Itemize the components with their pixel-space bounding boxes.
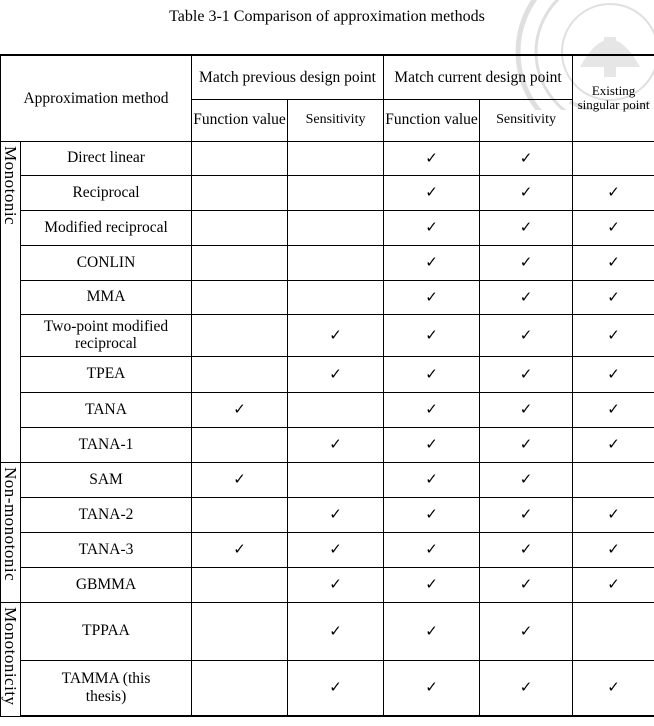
method-cell: TANA (21, 392, 192, 427)
check-cell (288, 175, 384, 210)
checkmark-icon: ✓ (384, 532, 480, 567)
method-cell: TANA-3 (21, 532, 192, 567)
method-cell (21, 314, 192, 356)
table-caption: Table 3-1 Comparison of approximation methods (169, 8, 485, 25)
checkmark-icon: ✓ (480, 567, 573, 602)
checkmark-icon: ✓ (192, 392, 288, 427)
checkmark-icon: ✓ (573, 660, 654, 716)
check-cell (192, 567, 288, 602)
header-match-previous: Match previous design point (192, 55, 384, 99)
checkmark-icon: ✓ (288, 497, 384, 532)
table-row (1, 314, 654, 356)
check-cell (192, 141, 288, 175)
subheader-curr-sensitivity: Sensitivity (480, 99, 573, 141)
method-cell: CONLIN (21, 245, 192, 280)
subheader-curr-function-value: Function value (384, 99, 480, 141)
table-row (1, 392, 654, 427)
checkmark-icon: ✓ (384, 392, 480, 427)
method-cell-text: Two-point modified reciprocal (43, 317, 169, 352)
header-approximation-method: Approximation method (1, 55, 192, 141)
table-row (1, 141, 654, 175)
checkmark-icon: ✓ (573, 497, 654, 532)
table-row (1, 356, 654, 392)
check-cell (192, 497, 288, 532)
checkmark-icon: ✓ (384, 567, 480, 602)
check-cell (192, 314, 288, 356)
check-cell (192, 427, 288, 462)
checkmark-icon: ✓ (480, 462, 573, 497)
method-cell: TPPAA (21, 602, 192, 660)
table-row (1, 602, 654, 660)
checkmark-icon: ✓ (192, 462, 288, 497)
method-cell: Reciprocal (21, 175, 192, 210)
checkmark-icon: ✓ (573, 567, 654, 602)
check-cell (573, 462, 654, 497)
checkmark-icon: ✓ (384, 314, 480, 356)
check-cell (288, 280, 384, 314)
check-cell (288, 210, 384, 245)
table-row (1, 175, 654, 210)
checkmark-icon: ✓ (573, 427, 654, 462)
check-cell (288, 245, 384, 280)
checkmark-icon: ✓ (384, 462, 480, 497)
checkmark-icon: ✓ (384, 427, 480, 462)
method-cell: MMA (21, 280, 192, 314)
method-cell: Direct linear (21, 141, 192, 175)
check-cell (192, 280, 288, 314)
check-cell (192, 245, 288, 280)
checkmark-icon: ✓ (480, 532, 573, 567)
checkmark-icon: ✓ (480, 210, 573, 245)
check-cell (192, 210, 288, 245)
checkmark-icon: ✓ (480, 392, 573, 427)
method-cell: Modified reciprocal (21, 210, 192, 245)
table-row (1, 427, 654, 462)
checkmark-icon: ✓ (480, 314, 573, 356)
table-row (1, 532, 654, 567)
check-cell (288, 392, 384, 427)
checkmark-icon: ✓ (573, 280, 654, 314)
check-cell (192, 356, 288, 392)
checkmark-icon: ✓ (573, 210, 654, 245)
method-cell: TPEA (21, 356, 192, 392)
checkmark-icon: ✓ (288, 602, 384, 660)
header-match-current: Match current design point (384, 55, 573, 99)
checkmark-icon: ✓ (480, 427, 573, 462)
checkmark-icon: ✓ (288, 532, 384, 567)
method-cell: TANA-1 (21, 427, 192, 462)
checkmark-icon: ✓ (480, 602, 573, 660)
method-cell: TANA-2 (21, 497, 192, 532)
check-cell (288, 141, 384, 175)
table-row (1, 660, 654, 716)
table-row (1, 497, 654, 532)
checkmark-icon: ✓ (288, 427, 384, 462)
checkmark-icon: ✓ (573, 532, 654, 567)
checkmark-icon: ✓ (288, 314, 384, 356)
checkmark-icon: ✓ (480, 141, 573, 175)
header-existing-singular-point: Existing singular point (573, 55, 654, 141)
checkmark-icon: ✓ (384, 245, 480, 280)
group-label-non-monotonic: Non-monotonic (1, 462, 21, 602)
checkmark-icon: ✓ (384, 356, 480, 392)
method-cell: SAM (21, 462, 192, 497)
table-row (1, 280, 654, 314)
table-row (1, 567, 654, 602)
checkmark-icon: ✓ (480, 280, 573, 314)
checkmark-icon: ✓ (480, 497, 573, 532)
checkmark-icon: ✓ (384, 141, 480, 175)
checkmark-icon: ✓ (573, 356, 654, 392)
method-cell-text: TAMMA (this thesis) (61, 670, 151, 705)
checkmark-icon: ✓ (384, 660, 480, 716)
checkmark-icon: ✓ (384, 602, 480, 660)
checkmark-icon: ✓ (384, 210, 480, 245)
checkmark-icon: ✓ (480, 356, 573, 392)
check-cell (192, 602, 288, 660)
table-row (1, 210, 654, 245)
checkmark-icon: ✓ (480, 245, 573, 280)
checkmark-icon: ✓ (288, 356, 384, 392)
group-label-monotonic: Monotonic (1, 141, 21, 462)
check-cell (192, 660, 288, 716)
checkmark-icon: ✓ (573, 175, 654, 210)
checkmark-icon: ✓ (480, 660, 573, 716)
checkmark-icon: ✓ (288, 567, 384, 602)
table-row (1, 245, 654, 280)
subheader-prev-function-value: Function value (192, 99, 288, 141)
check-cell (192, 175, 288, 210)
checkmark-icon: ✓ (573, 314, 654, 356)
checkmark-icon: ✓ (384, 175, 480, 210)
subheader-prev-sensitivity: Sensitivity (288, 99, 384, 141)
checkmark-icon: ✓ (192, 532, 288, 567)
method-cell (21, 660, 192, 716)
checkmark-icon: ✓ (573, 392, 654, 427)
check-cell (573, 141, 654, 175)
check-cell (288, 462, 384, 497)
method-cell: GBMMA (21, 567, 192, 602)
checkmark-icon: ✓ (573, 245, 654, 280)
checkmark-icon: ✓ (288, 660, 384, 716)
checkmark-icon: ✓ (384, 280, 480, 314)
checkmark-icon: ✓ (480, 175, 573, 210)
check-cell (573, 602, 654, 660)
table-row (1, 462, 654, 497)
checkmark-icon: ✓ (384, 497, 480, 532)
group-label-monotonicity: Monotonicity (1, 602, 21, 716)
comparison-table (0, 54, 654, 717)
